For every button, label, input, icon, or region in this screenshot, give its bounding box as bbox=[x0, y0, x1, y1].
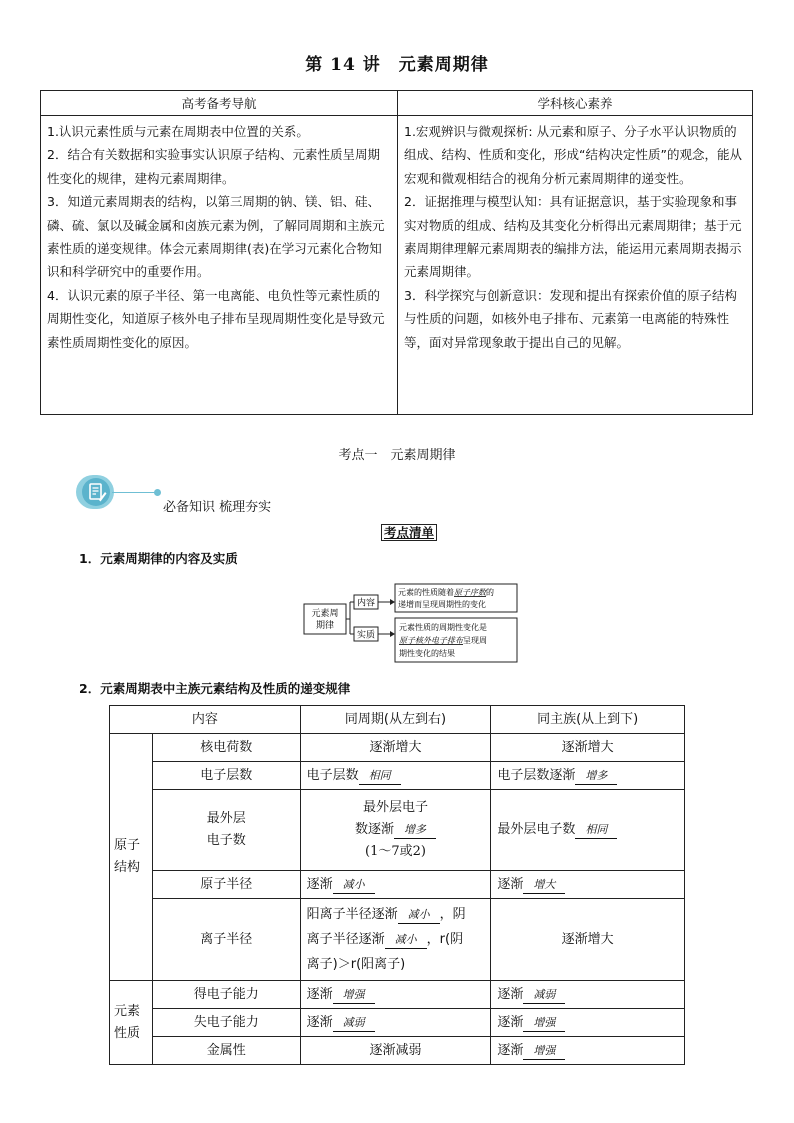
diagram-root-line2: 期律 bbox=[315, 621, 335, 631]
nav-left-item: 3．知道元素周期表的结构，以第三周期的钠、镁、铝、硅、磷、硫、氯以及碱金属和卤族元素为例，了解同周期和主族元素性质的递变规律。体会元素周期律(表)在学习元素化合物知识和科学研究中的重要作用。 bbox=[47, 194, 385, 280]
group-label-structure bbox=[110, 734, 153, 981]
header-group: 同主族(从上到下) bbox=[491, 706, 685, 734]
periodic-law-diagram bbox=[300, 582, 520, 664]
subtitle: 必备知识 梳理夯实 bbox=[163, 500, 272, 515]
answer-blank: 增多 bbox=[394, 822, 436, 839]
cell-text: ，阴 bbox=[439, 907, 466, 922]
row-label-gain-electron: 得电子能力 bbox=[152, 981, 300, 1009]
cell-group-gain-electron bbox=[491, 981, 685, 1009]
cell-text: 逐渐 bbox=[497, 986, 524, 1002]
cell-text: 逐渐 bbox=[497, 876, 524, 892]
answer-blank: 相同 bbox=[575, 822, 617, 839]
diagram-desc1-text: 元素的性质随着 bbox=[398, 588, 454, 597]
boxed-label: 考点清单 bbox=[381, 524, 437, 541]
row-label-atomic-radius: 原子半径 bbox=[152, 871, 300, 899]
cell-line bbox=[307, 927, 485, 952]
answer-blank: 减弱 bbox=[523, 987, 565, 1004]
row-label-metallic: 金属性 bbox=[152, 1037, 300, 1065]
cell-text: 逐渐 bbox=[306, 876, 333, 892]
diagram-desc1-line1 bbox=[398, 587, 494, 597]
diagram-desc2-line3: 期性变化的结果 bbox=[399, 649, 455, 658]
page-title: 第 14 讲 元素周期律 bbox=[305, 55, 489, 75]
nav-right-item: 3．科学探究与创新意识：发现和提出有探索价值的原子结构与性质的问题，如核外电子排布、元素第一电离能的特殊性等，面对异常现象敢于提出自己的见解。 bbox=[404, 287, 737, 350]
answer-blank: 相同 bbox=[359, 768, 401, 785]
cell-group-shells bbox=[491, 762, 685, 790]
row-label-shells: 电子层数 bbox=[152, 762, 300, 790]
nav-right-item: 2．证据推理与模型认知：具有证据意识，基于实验现象和事实对物质的组成、结构及其变化分析得出元素周期律；基于元素周期律理解元素周期表的编排方法，能运用元素周期表揭示元素周期律。 bbox=[404, 194, 742, 280]
cell-period-atomic-radius bbox=[300, 871, 491, 899]
nav-right-item: 1.宏观辨识与微观探析: 从元素和原子、分子水平认识物质的组成、结构、性质和变化，形成“结构决定性质”的观念，能从宏观和微观相结合的视角分析元素周期律的递变性。 bbox=[404, 124, 742, 186]
row-label-lose-electron: 失电子能力 bbox=[152, 1009, 300, 1037]
nav-left-item: 4．认识元素的原子半径、第一电离能、电负性等元素性质的周期性变化，知道原子核外电子排布呈现周期性变化是导致元素性质周期性变化的原因。 bbox=[47, 287, 385, 350]
cell-period-outer-electrons bbox=[300, 790, 491, 871]
nav-left-cell bbox=[41, 116, 398, 415]
cell-text: 逐渐 bbox=[497, 1042, 524, 1058]
group-label-line: 原子 bbox=[114, 838, 141, 853]
diagram-desc1-line2: 递增而呈现周期性的变化 bbox=[398, 600, 486, 609]
answer-blank: 增强 bbox=[333, 987, 375, 1004]
header-period: 同周期(从左到右) bbox=[300, 706, 491, 734]
nav-left-item: 2．结合有关数据和实验事实认识原子结构、元素性质呈周期性变化的规律，建构元素周期律。 bbox=[47, 147, 380, 186]
cell-text: 逐渐 bbox=[306, 1014, 333, 1030]
badge-dot bbox=[154, 489, 161, 496]
row-label-line: 电子数 bbox=[206, 833, 246, 848]
cell-text: 阳离子半径逐渐 bbox=[306, 907, 398, 922]
cell-text: 电子层数逐渐 bbox=[497, 767, 576, 783]
badge-connector bbox=[112, 492, 156, 493]
cell-group-metallic bbox=[491, 1037, 685, 1065]
diagram-arrowhead bbox=[390, 631, 395, 637]
cell-period-gain-electron bbox=[300, 981, 491, 1009]
nav-header-left: 高考备考导航 bbox=[41, 91, 398, 116]
diagram-desc2-line1: 元素性质的周期性变化是 bbox=[399, 623, 487, 632]
section-heading: 考点一 元素周期律 bbox=[338, 448, 456, 463]
cell-text: ，r(阴 bbox=[426, 932, 464, 947]
cell-period-ionic-radius bbox=[300, 899, 491, 981]
answer-blank: 减小 bbox=[398, 907, 440, 924]
cell-group-lose-electron bbox=[491, 1009, 685, 1037]
diagram-desc1-answer: 原子序数 bbox=[454, 588, 486, 597]
heading-1: 1．元素周期律的内容及实质 bbox=[79, 551, 238, 566]
nav-header-right: 学科核心素养 bbox=[398, 91, 753, 116]
cell-group-outer-electrons bbox=[491, 790, 685, 871]
row-label-outer-electrons bbox=[152, 790, 300, 871]
cell-line: (1～7或2) bbox=[365, 844, 426, 859]
cell-text: 逐渐 bbox=[497, 1014, 524, 1030]
heading-2: 2．元素周期表中主族元素结构及性质的递变规律 bbox=[79, 681, 351, 696]
answer-blank: 减小 bbox=[385, 932, 427, 949]
nav-right-cell bbox=[398, 116, 753, 415]
cell-period-shells bbox=[300, 762, 491, 790]
nav-left-item: 1.认识元素性质与元素在周期表中位置的关系。 bbox=[47, 124, 309, 139]
answer-blank: 增大 bbox=[523, 877, 565, 894]
diagram-desc2-line2 bbox=[399, 636, 487, 645]
cell-text: 离子半径逐渐 bbox=[306, 932, 385, 947]
properties-table bbox=[109, 705, 685, 1065]
cell-period-lose-electron bbox=[300, 1009, 491, 1037]
diagram-arrowhead bbox=[390, 599, 395, 605]
answer-blank: 增强 bbox=[523, 1015, 565, 1032]
cell-text: 电子层数 bbox=[306, 767, 359, 783]
row-label-line: 最外层 bbox=[206, 811, 246, 826]
group-label-property bbox=[110, 981, 153, 1065]
diagram-desc2-text: 呈现周 bbox=[463, 636, 487, 645]
cell-line bbox=[307, 819, 485, 841]
row-label-nuclear-charge: 核电荷数 bbox=[152, 734, 300, 762]
row-label-ionic-radius: 离子半径 bbox=[152, 899, 300, 981]
answer-blank: 增多 bbox=[575, 768, 617, 785]
cell-period-metallic: 逐渐减弱 bbox=[300, 1037, 491, 1065]
answer-blank: 增强 bbox=[523, 1043, 565, 1060]
diagram-desc1-text: 的 bbox=[486, 588, 494, 597]
navigation-table bbox=[40, 90, 753, 415]
notebook-icon bbox=[80, 476, 112, 508]
diagram-branch2: 实质 bbox=[356, 630, 376, 641]
group-label-line: 结构 bbox=[114, 860, 141, 875]
cell-text: 最外层电子数 bbox=[497, 822, 576, 837]
cell-text: 数逐渐 bbox=[354, 822, 394, 837]
cell-group-ionic-radius: 逐渐增大 bbox=[491, 899, 685, 981]
cell-group-atomic-radius bbox=[491, 871, 685, 899]
diagram-desc2-answer: 原子核外电子排布 bbox=[399, 636, 463, 645]
group-label-line: 性质 bbox=[114, 1025, 141, 1041]
cell-text: 逐渐 bbox=[306, 986, 333, 1002]
answer-blank: 减小 bbox=[333, 877, 375, 894]
group-label-line: 元素 bbox=[114, 1003, 141, 1019]
header-content: 内容 bbox=[110, 706, 301, 734]
cell-line: 离子)＞r(阳离子) bbox=[306, 957, 406, 972]
cell-line bbox=[307, 902, 485, 927]
cell-line: 最外层电子 bbox=[362, 800, 428, 815]
answer-blank: 减弱 bbox=[333, 1015, 375, 1032]
cell-group-nuclear-charge: 逐渐增大 bbox=[491, 734, 685, 762]
cell-period-nuclear-charge: 逐渐增大 bbox=[300, 734, 491, 762]
diagram-root-line1: 元素周 bbox=[311, 609, 339, 619]
diagram-branch1: 内容 bbox=[356, 598, 376, 609]
